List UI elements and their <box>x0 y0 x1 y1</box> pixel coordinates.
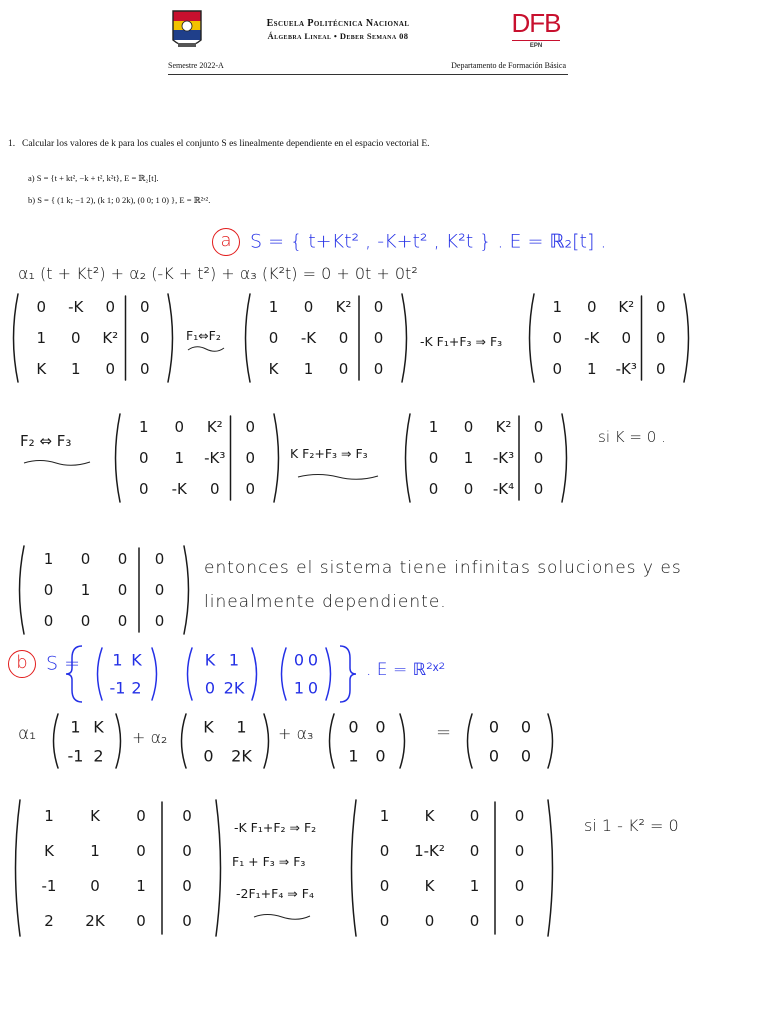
matrix-entry: 0 <box>90 876 100 895</box>
matrix-entry: 0 <box>469 806 480 825</box>
matrix-entry: 0 <box>424 911 435 930</box>
matrix-entry: K <box>203 717 214 736</box>
left-paren <box>530 294 535 382</box>
part-b-set-matrix-2 <box>182 646 262 702</box>
matrix-brackets <box>110 412 284 504</box>
matrix-entry: -K <box>300 329 317 347</box>
matrix-entry: 0 <box>428 449 439 467</box>
matrix-entry: 0 <box>428 479 439 498</box>
matrix-entry: -K⁴ <box>492 479 515 498</box>
matrix-entry: 0 <box>552 329 563 347</box>
right-paren <box>216 800 221 936</box>
matrix-entry: 1 <box>268 298 279 317</box>
matrix-entry: K <box>36 359 47 378</box>
matrix-entry: 0 <box>463 479 474 498</box>
matrix-entry: 0 <box>338 359 349 378</box>
matrix-entry: 1 <box>80 581 91 599</box>
right-paren <box>264 714 269 768</box>
squiggle-underline <box>252 912 312 922</box>
right-paren <box>116 714 121 768</box>
matrix-entry: 0 <box>621 329 632 347</box>
matrix-brackets <box>276 646 336 702</box>
matrix-entry: 0 <box>533 479 544 498</box>
matrix-entry: 0 <box>105 359 116 378</box>
matrix-entry: 1-K² <box>414 841 445 860</box>
matrix-entry: -K <box>584 329 600 347</box>
dfb-logo-sub: EPN <box>529 43 543 49</box>
matrix-entry: K <box>90 806 100 825</box>
part-a-set-line <box>212 228 606 256</box>
matrix-entry: 0 <box>182 876 192 895</box>
matrix-entry: K <box>424 806 435 825</box>
dfb-logo-text: DFB <box>511 8 561 38</box>
matrix-brackets <box>462 712 558 770</box>
right-paren <box>402 294 407 382</box>
epn-logo <box>170 8 204 52</box>
matrix-brackets <box>10 798 226 938</box>
part-b-op-3: -2F₁+F₄ ⇒ F₄ <box>236 886 314 901</box>
course-name: Álgebra Lineal • Deber Semana 08 <box>267 31 409 41</box>
left-paren <box>14 294 19 382</box>
matrix-entry: 0 <box>245 479 256 498</box>
matrix-entry: K <box>44 841 54 860</box>
matrix-entry: 0 <box>375 717 386 736</box>
problem-number: 1. <box>8 139 16 149</box>
matrix-entry: 0 <box>373 298 384 317</box>
part-b-matrix-2 <box>346 798 558 938</box>
matrix-entry: 0 <box>80 550 91 569</box>
matrix-entry: K <box>93 717 104 736</box>
right-paren <box>274 414 279 502</box>
matrix-entry: 0 <box>373 329 384 347</box>
matrix-entry: -K³ <box>492 449 515 467</box>
left-paren <box>116 414 121 502</box>
matrix-entry: 0 <box>520 717 532 736</box>
right-paren <box>562 414 567 502</box>
matrix-entry: 0 <box>293 650 305 670</box>
right-paren <box>548 714 553 768</box>
matrix-brackets <box>240 292 412 384</box>
matrix-entry: 0 <box>463 418 474 437</box>
matrix-entry: 0 <box>655 359 666 378</box>
matrix-entry: 0 <box>488 717 500 736</box>
part-a-condition: si K = 0 . <box>598 428 666 446</box>
matrix-entry: 0 <box>136 841 146 860</box>
matrix-brackets <box>48 712 126 770</box>
matrix-entry: 0 <box>136 806 146 825</box>
matrix-entry: 1 <box>70 717 81 736</box>
right-paren <box>548 800 553 936</box>
part-a-op-2: -K F₁+F₃ ⇒ F₃ <box>420 334 503 349</box>
right-paren <box>326 648 331 700</box>
right-paren <box>168 294 173 382</box>
part-b-equals: = <box>436 722 452 743</box>
matrix-entry: -K³ <box>615 359 637 378</box>
matrix-entry: 0 <box>655 298 666 317</box>
matrix-entry: 1 <box>303 359 314 378</box>
squiggle-underline <box>296 472 380 482</box>
part-b-space: . E = ℝ²ˣ² <box>366 660 446 680</box>
matrix-entry: 0 <box>469 911 480 930</box>
document-header <box>168 6 568 75</box>
part-b-label: b <box>8 650 36 678</box>
part-a-op-4: K F₂+F₃ ⇒ F₃ <box>290 446 368 461</box>
matrix-entry: 0 <box>307 678 319 698</box>
part-a-matrix-1 <box>8 292 178 384</box>
part-b-comb-matrix-3 <box>324 712 410 770</box>
part-a-matrix-4 <box>110 412 284 504</box>
matrix-brackets <box>400 412 572 504</box>
matrix-entry: K² <box>102 329 119 347</box>
matrix-entry: 0 <box>348 717 359 736</box>
left-paren <box>468 714 473 768</box>
matrix-entry: 0 <box>43 581 54 599</box>
matrix-entry: 0 <box>182 911 192 930</box>
matrix-entry: 2K <box>85 911 105 930</box>
matrix-entry: 0 <box>379 841 390 860</box>
part-a-matrix-6 <box>14 544 194 636</box>
left-paren <box>98 648 103 700</box>
matrix-entry: 0 <box>182 806 192 825</box>
right-paren <box>152 648 157 700</box>
matrix-entry: 1 <box>469 876 480 895</box>
matrix-entry: 1 <box>43 550 54 569</box>
matrix-entry: 1 <box>348 746 359 765</box>
problem-part-b: b) S = { (1 k; −1 2), (k 1; 0 2k), (0 0; 1 0) }, E = ℝ²ˣ². <box>28 195 211 205</box>
part-b-set-prefix: S = <box>46 652 81 675</box>
matrix-entry: 1 <box>136 876 146 895</box>
matrix-entry: -1 <box>41 876 57 895</box>
matrix-entry: -1 <box>109 678 126 698</box>
matrix-brackets <box>324 712 410 770</box>
matrix-entry: K <box>424 876 435 895</box>
part-a-conclusion-1: entonces el sistema tiene infinitas soluciones y es <box>204 558 682 578</box>
matrix-entry: 0 <box>136 911 146 930</box>
part-b-op-2: F₁ + F₃ ⇒ F₃ <box>232 854 306 869</box>
problem-text: Calcular los valores de k para los cuales el conjunto S es linealmente dependiente en el espacio vectorial E. <box>22 139 430 149</box>
part-a-matrix-5 <box>400 412 572 504</box>
right-paren <box>684 294 689 382</box>
matrix-entry: 0 <box>552 359 563 378</box>
part-a-combination: α₁ (t + Kt²) + α₂ (-K + t²) + α₃ (K²t) = 0 + 0t + 0t² <box>18 264 418 283</box>
matrix-entry: 0 <box>338 329 349 347</box>
matrix-entry: 1 <box>44 806 54 825</box>
matrix-entry: 0 <box>373 359 384 378</box>
matrix-entry: 0 <box>307 650 319 670</box>
part-b-op-1: -K F₁+F₂ ⇒ F₂ <box>234 820 317 835</box>
matrix-entry: 0 <box>514 876 525 895</box>
matrix-entry: K² <box>206 418 223 437</box>
matrix-entry: 0 <box>533 449 544 467</box>
matrix-entry: 0 <box>514 841 525 860</box>
matrix-entry: 1 <box>379 806 390 825</box>
header-title-block <box>228 18 448 42</box>
matrix-brackets <box>524 292 694 384</box>
matrix-entry: 0 <box>586 298 597 317</box>
matrix-entry: 0 <box>245 449 256 467</box>
matrix-entry: 0 <box>139 359 150 378</box>
matrix-entry: 0 <box>203 746 214 765</box>
matrix-entry: 2 <box>93 746 104 765</box>
matrix-entry: 0 <box>245 418 256 437</box>
matrix-entry: -K <box>171 479 187 498</box>
matrix-entry: 0 <box>138 479 149 498</box>
part-a-matrix-2 <box>240 292 412 384</box>
part-a-op-3: F₂ ⇔ F₃ <box>20 432 72 450</box>
matrix-entry: 0 <box>514 911 525 930</box>
matrix-entry: 0 <box>514 806 525 825</box>
part-b-comb-matrix-1 <box>48 712 126 770</box>
left-paren <box>188 648 193 700</box>
matrix-entry: 1 <box>552 298 563 317</box>
matrix-entry: 0 <box>70 329 81 347</box>
matrix-entry: 0 <box>469 841 480 860</box>
matrix-entry: 0 <box>80 611 91 630</box>
matrix-entry: K <box>131 650 142 670</box>
part-a-conclusion-2: linealmente dependiente. <box>204 592 447 612</box>
matrix-entry: 0 <box>105 298 116 317</box>
matrix-entry: -K³ <box>204 449 226 467</box>
matrix-entry: K² <box>335 298 352 317</box>
matrix-entry: 1 <box>112 650 123 670</box>
matrix-entry: 0 <box>204 678 216 698</box>
matrix-entry: 1 <box>463 449 474 467</box>
matrix-entry: 0 <box>139 298 150 317</box>
part-b-zero-matrix <box>462 712 558 770</box>
matrix-entry: 1 <box>228 650 240 670</box>
matrix-entry: 0 <box>117 611 128 630</box>
squiggle-underline <box>22 458 92 468</box>
matrix-entry: 0 <box>520 746 532 765</box>
matrix-entry: K² <box>495 418 512 437</box>
matrix-entry: 0 <box>379 911 390 930</box>
part-b-alpha-1: α₁ <box>18 724 37 744</box>
left-paren <box>182 714 187 768</box>
part-b-set-matrix-3 <box>276 646 336 702</box>
matrix-brackets <box>14 544 194 636</box>
left-paren <box>352 800 357 936</box>
matrix-entry: 0 <box>533 418 544 437</box>
left-paren <box>20 546 25 634</box>
matrix-entry: 1 <box>90 841 100 860</box>
matrix-entry: 1 <box>36 329 47 347</box>
problem-part-a: a) S = {t + kt², −k + t², k²t}, E = ℝ₂[t]. <box>28 173 159 183</box>
matrix-entry: K <box>204 650 216 670</box>
matrix-entry: 0 <box>303 298 314 317</box>
right-paren <box>400 714 405 768</box>
part-b-matrix-1 <box>10 798 226 938</box>
matrix-entry: 1 <box>138 418 149 437</box>
matrix-entry: 0 <box>117 581 128 599</box>
matrix-entry: 0 <box>43 611 54 630</box>
matrix-entry: 0 <box>655 329 666 347</box>
part-a-op-1: F₁⇔F₂ <box>186 328 221 343</box>
matrix-entry: 0 <box>36 298 47 317</box>
matrix-brackets <box>176 712 274 770</box>
matrix-entry: 1 <box>586 359 597 378</box>
matrix-brackets <box>8 292 178 384</box>
part-a-matrix-3 <box>524 292 694 384</box>
matrix-entry: -K <box>68 298 84 317</box>
matrix-entry: 0 <box>174 418 185 437</box>
part-b-condition: si 1 - K² = 0 <box>584 816 679 835</box>
matrix-entry: 0 <box>154 581 165 599</box>
matrix-entry: K <box>268 359 279 378</box>
part-a-label: a <box>212 228 240 256</box>
matrix-entry: 0 <box>154 550 165 569</box>
left-paren <box>330 714 335 768</box>
matrix-entry: 1 <box>236 717 247 736</box>
matrix-brackets <box>182 646 262 702</box>
matrix-brackets <box>92 646 162 702</box>
school-name: Escuela Politécnica Nacional <box>266 18 410 29</box>
matrix-entry: 0 <box>154 611 165 630</box>
semester-label: Semestre 2022-A <box>168 61 224 70</box>
matrix-entry: 2 <box>44 911 54 930</box>
matrix-entry: 1 <box>293 678 305 698</box>
matrix-entry: 1 <box>174 449 185 467</box>
part-a-set: S = { t+Kt² , -K+t² , K²t } . E = ℝ₂[t] . <box>250 230 607 253</box>
matrix-entry: 2K <box>223 678 245 698</box>
left-paren <box>406 414 411 502</box>
matrix-entry: 0 <box>375 746 386 765</box>
right-paren <box>184 546 189 634</box>
matrix-brackets <box>346 798 558 938</box>
left-paren <box>16 800 21 936</box>
left-paren <box>282 648 287 700</box>
matrix-entry: -1 <box>67 746 84 765</box>
part-b-comb-matrix-2 <box>176 712 274 770</box>
matrix-entry: 0 <box>209 479 220 498</box>
matrix-entry: 0 <box>268 329 279 347</box>
matrix-entry: 1 <box>428 418 439 437</box>
department-label: Departamento de Formación Básica <box>451 61 566 70</box>
part-b-alpha-3: + α₃ <box>278 724 314 743</box>
matrix-entry: 2 <box>131 678 142 698</box>
matrix-entry: 0 <box>488 746 500 765</box>
part-b-alpha-2: + α₂ <box>132 728 168 747</box>
matrix-entry: 0 <box>182 841 192 860</box>
dfb-logo <box>506 8 566 58</box>
matrix-entry: 0 <box>117 550 128 569</box>
matrix-entry: 0 <box>138 449 149 467</box>
left-paren <box>246 294 251 382</box>
right-paren <box>252 648 257 700</box>
matrix-entry: 0 <box>139 329 150 347</box>
squiggle-underline <box>186 344 226 354</box>
left-paren <box>54 714 59 768</box>
matrix-entry: 0 <box>379 876 390 895</box>
matrix-entry: 1 <box>70 359 81 378</box>
matrix-entry: K² <box>618 298 635 317</box>
matrix-entry: 2K <box>231 746 252 765</box>
part-b-set-matrix-1 <box>92 646 162 702</box>
